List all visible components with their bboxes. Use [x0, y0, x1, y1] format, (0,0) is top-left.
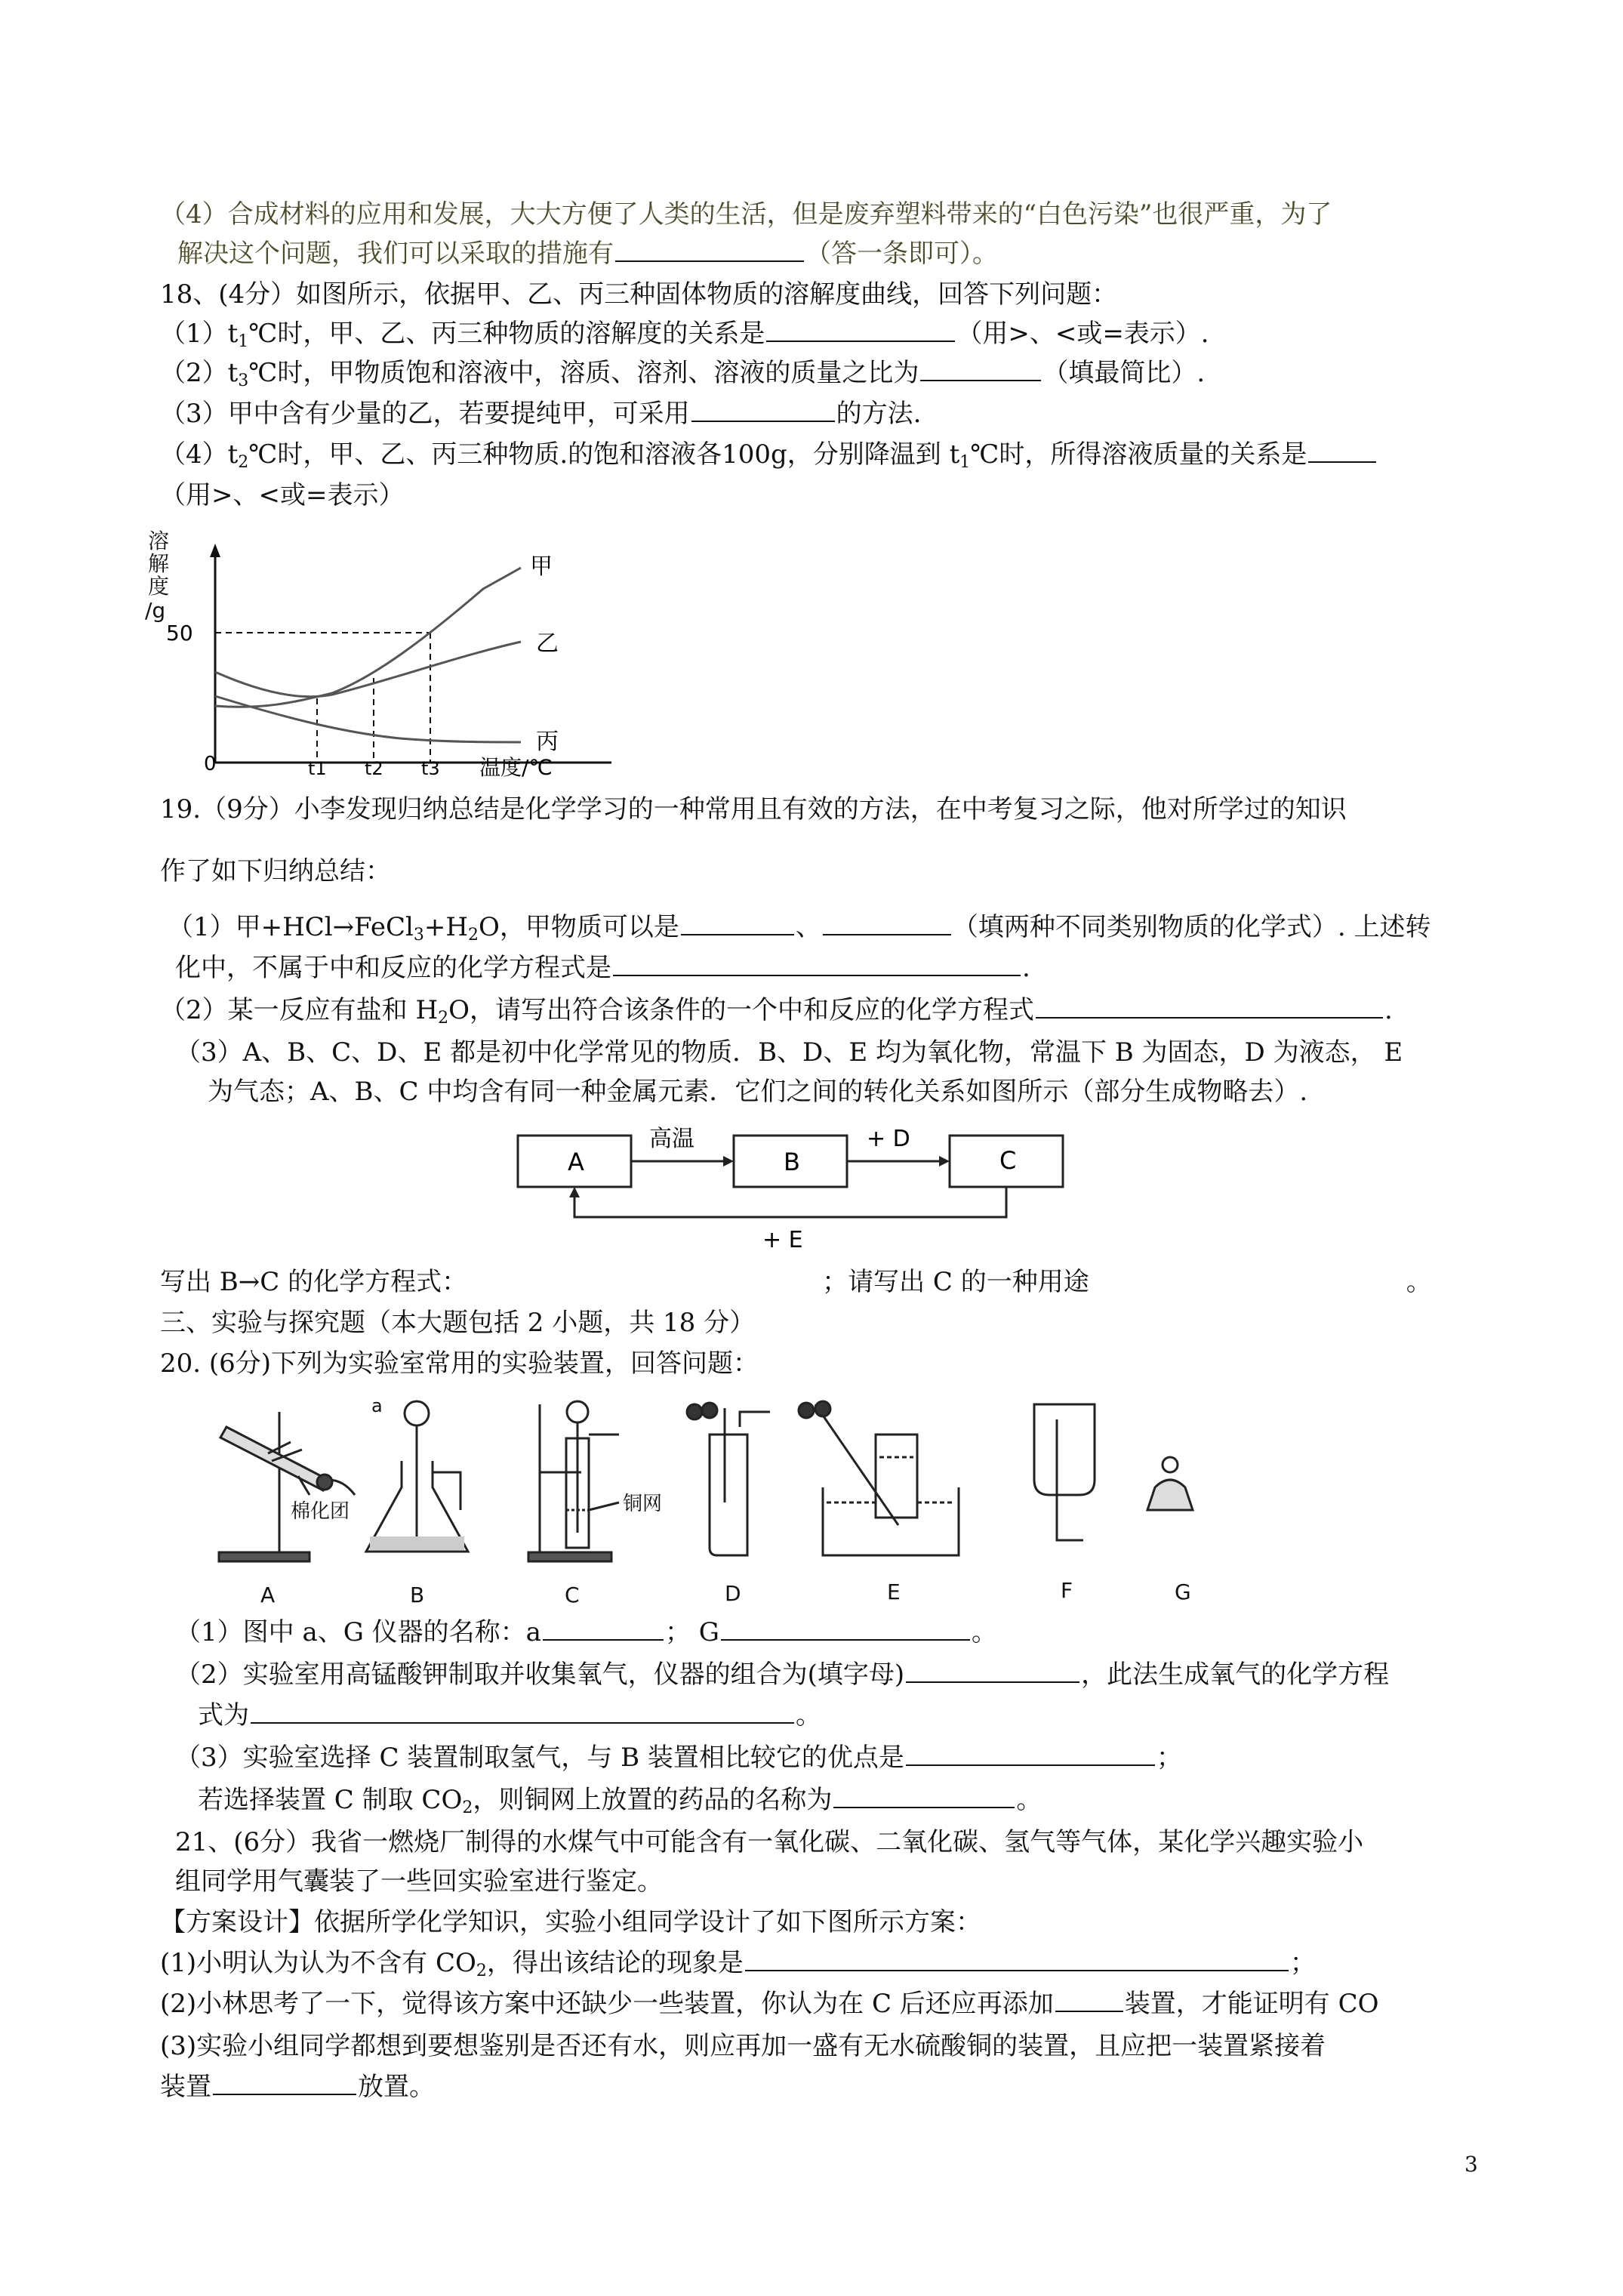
q21-p3-line1: (3)实验小组同学都想到要想鉴别是否还有水，则应再加一盛有无水硫酸铜的装置，且应把一装置紧接着 [160, 2031, 1326, 2061]
answer-blank[interactable] [823, 911, 951, 935]
apparatus-d [687, 1403, 770, 1555]
answer-blank[interactable] [906, 1659, 1079, 1683]
q20-p3-line1: （3）实验室选择 C 装置制取氢气，与 B 装置相比较它的优点是 ； [175, 1743, 1182, 1773]
answer-blank[interactable] [251, 1700, 794, 1724]
q19-p1-line1: （1）甲$+HCl\to FeCl_3+H_2O$，甲物质可以是 、 （填两种不同类别物质的化学式）. 上述转 [168, 912, 1431, 945]
svg-text:溶: 溶 [148, 529, 170, 553]
arrow-a-b-label: 高温 [649, 1126, 694, 1152]
apparatus-b [366, 1395, 468, 1552]
series-yi [215, 642, 521, 697]
origin-label: 0 [204, 753, 217, 775]
copper-mesh-label: 铜网 [623, 1493, 663, 1515]
apparatus-c [528, 1401, 662, 1561]
x-tick-t2: t2 [365, 758, 383, 778]
svg-text:A: A [260, 1583, 276, 1607]
q19-heading-line1: 19.（9分）小李发现归纳总结是化学学习的一种常用且有效的方法，在中考复习之际，他对所学过的知识 [160, 794, 1347, 824]
q21-heading-line1: 21、(6分）我省一燃烧厂制得的水煤气中可能含有一氧化碳、二氧化碳、氢气等气体，某化学兴趣实验小 [175, 1827, 1364, 1857]
svg-text:E: E [887, 1579, 901, 1604]
series-bing [215, 696, 521, 742]
answer-blank[interactable] [691, 398, 835, 422]
q17-p4-line1: （4）合成材料的应用和发展，大大方便了人类的生活，但是废弃塑料带来的“白色污染”也很严重，为了 [160, 199, 1332, 230]
apparatus-e [799, 1401, 959, 1555]
q20-p3-line2: 若选择装置 C 制取 $CO_2$，则铜网上放置的药品的名称为 。 [198, 1785, 1042, 1817]
q20-p1: （1）图中 a、G 仪器的名称：a ； G 。 [175, 1617, 997, 1647]
svg-text:F: F [1061, 1578, 1073, 1603]
cotton-label: 棉化团 [291, 1500, 350, 1523]
answer-blank[interactable] [615, 238, 804, 262]
q20-p2-line1: （2）实验室用高锰酸钾制取并收集氧气，仪器的组合为(填字母) ，此法生成氧气的化学方程 [175, 1660, 1390, 1690]
q18-p4-line1: $(4)t_2℃$时，甲、乙、丙三种物质.的饱和溶液各100g，分别降温到 $t_1℃$时，所得溶液质量的关系是 [160, 438, 1378, 471]
svg-text:G: G [1175, 1579, 1191, 1604]
svg-text:/g: /g [145, 598, 166, 623]
q19-p3-line1: （3）A、B、C、D、E 都是初中化学常见的物质．B、D、E 均为氧化物，常温下 B 为固态，D 为液态， E [175, 1037, 1403, 1068]
svg-text:C: C [565, 1583, 580, 1607]
x-axis-label: 温度/℃ [479, 755, 553, 778]
q18-p4-line2: （用>、<或=表示） [160, 480, 405, 510]
svg-text:解: 解 [148, 551, 170, 576]
q19-p2: （2）某一反应有盐和 $H_2O$，请写出符合该条件的一个中和反应的化学方程式 . [160, 995, 1393, 1028]
x-tick-t3: t3 [421, 758, 440, 778]
q21-p3-line2: 装置 放置。 [160, 2072, 435, 2102]
apparatus-a [219, 1412, 355, 1561]
q18-p3: （3）甲中含有少量的乙，若要提纯甲，可采用 的方法. [160, 399, 922, 429]
q20-p2-line2: 式为 。 [198, 1700, 821, 1730]
q21-p2: (2)小林思考了一下，觉得该方案中还缺少一些装置，你认为在 C 后还应再添加 装置，才能证明有 CO [160, 1989, 1379, 2019]
answer-blank[interactable] [721, 1616, 970, 1641]
answer-blank[interactable] [920, 357, 1041, 381]
box-a-label: A [568, 1148, 584, 1176]
apparatus-g [1147, 1457, 1193, 1510]
answer-blank[interactable] [766, 318, 955, 342]
arrow-c-a-label: + E [762, 1227, 803, 1253]
y-axis-arrow [210, 544, 220, 557]
arrow-b-c-label: + D [867, 1126, 910, 1152]
series-label-jia: 甲 [530, 553, 553, 580]
y-axis-label [145, 529, 169, 623]
box-b-label: B [784, 1148, 800, 1176]
section-3-heading: 三、实验与探究题（本大题包括 2 小题，共 18 分） [160, 1308, 756, 1338]
q17-p4-line2: 解决这个问题，我们可以采取的措施有 （答一条即可）。 [177, 239, 998, 269]
q21-heading-line2: 组同学用气囊装了一些回实验室进行鉴定。 [175, 1866, 663, 1897]
svg-text:D: D [725, 1581, 741, 1606]
q18-heading: 18、(4分）如图所示，依据甲、乙、丙三种固体物质的溶解度曲线，回答下列问题： [160, 279, 1118, 310]
q21-design: 【方案设计】依据所学化学知识，实验小组同学设计了如下图所示方案： [160, 1907, 981, 1937]
apparatus-figure [196, 1389, 1268, 1608]
q20-heading: 20. (6分)下列为实验室常用的实验装置，回答问题： [160, 1348, 759, 1379]
solubility-chart [143, 521, 634, 778]
series-label-yi: 乙 [536, 630, 559, 657]
answer-blank[interactable] [745, 1947, 1289, 1971]
arrow-c-a [574, 1187, 1006, 1217]
box-c-label: C [999, 1146, 1017, 1175]
answer-blank[interactable] [1055, 1988, 1123, 2012]
y-tick-50: 50 [166, 621, 193, 646]
answer-blank[interactable] [1308, 439, 1376, 463]
answer-blank[interactable] [833, 1784, 1015, 1808]
q18-p2: $(2)t_3℃$时，甲物质饱和溶液中，溶质、溶剂、溶液的质量之比为 （填最简比）. [160, 358, 1206, 390]
x-tick-t1: t1 [308, 758, 327, 778]
page-number: 3 [1464, 2152, 1478, 2177]
q21-p1: (1)小明认为认为不含有 $CO_2$，得出该结论的现象是 ； [160, 1948, 1316, 1980]
answer-blank[interactable] [906, 1742, 1155, 1766]
svg-text:度: 度 [148, 574, 170, 599]
q19-p3-line2: 为气态；A、B、C 中均含有同一种金属元素．它们之间的转化关系如图所示（部分生成物略去）. [208, 1077, 1308, 1107]
answer-blank[interactable] [681, 911, 794, 935]
apparatus-labels [260, 1578, 1191, 1607]
apparatus-f [1034, 1404, 1095, 1540]
answer-blank[interactable] [213, 2071, 356, 2095]
conversion-diagram [513, 1117, 1072, 1253]
q19-write: 写出 B→C 的化学方程式： ；请写出 C 的一种用途 。 [160, 1267, 1432, 1297]
answer-blank[interactable] [543, 1616, 664, 1641]
q19-p1-line2: 化中，不属于中和反应的化学方程式是 . [175, 953, 1030, 983]
svg-text:B: B [410, 1583, 425, 1607]
series-label-bing: 丙 [536, 729, 559, 755]
q19-heading-line2: 作了如下归纳总结： [160, 856, 391, 886]
q18-p1: $(1)t_1℃$时，甲、乙、丙三种物质的溶解度的关系是 （用>、<或=表示）. [160, 319, 1209, 351]
answer-blank[interactable] [1036, 994, 1383, 1019]
label-a: a [371, 1395, 383, 1416]
answer-blank[interactable] [613, 952, 1021, 976]
